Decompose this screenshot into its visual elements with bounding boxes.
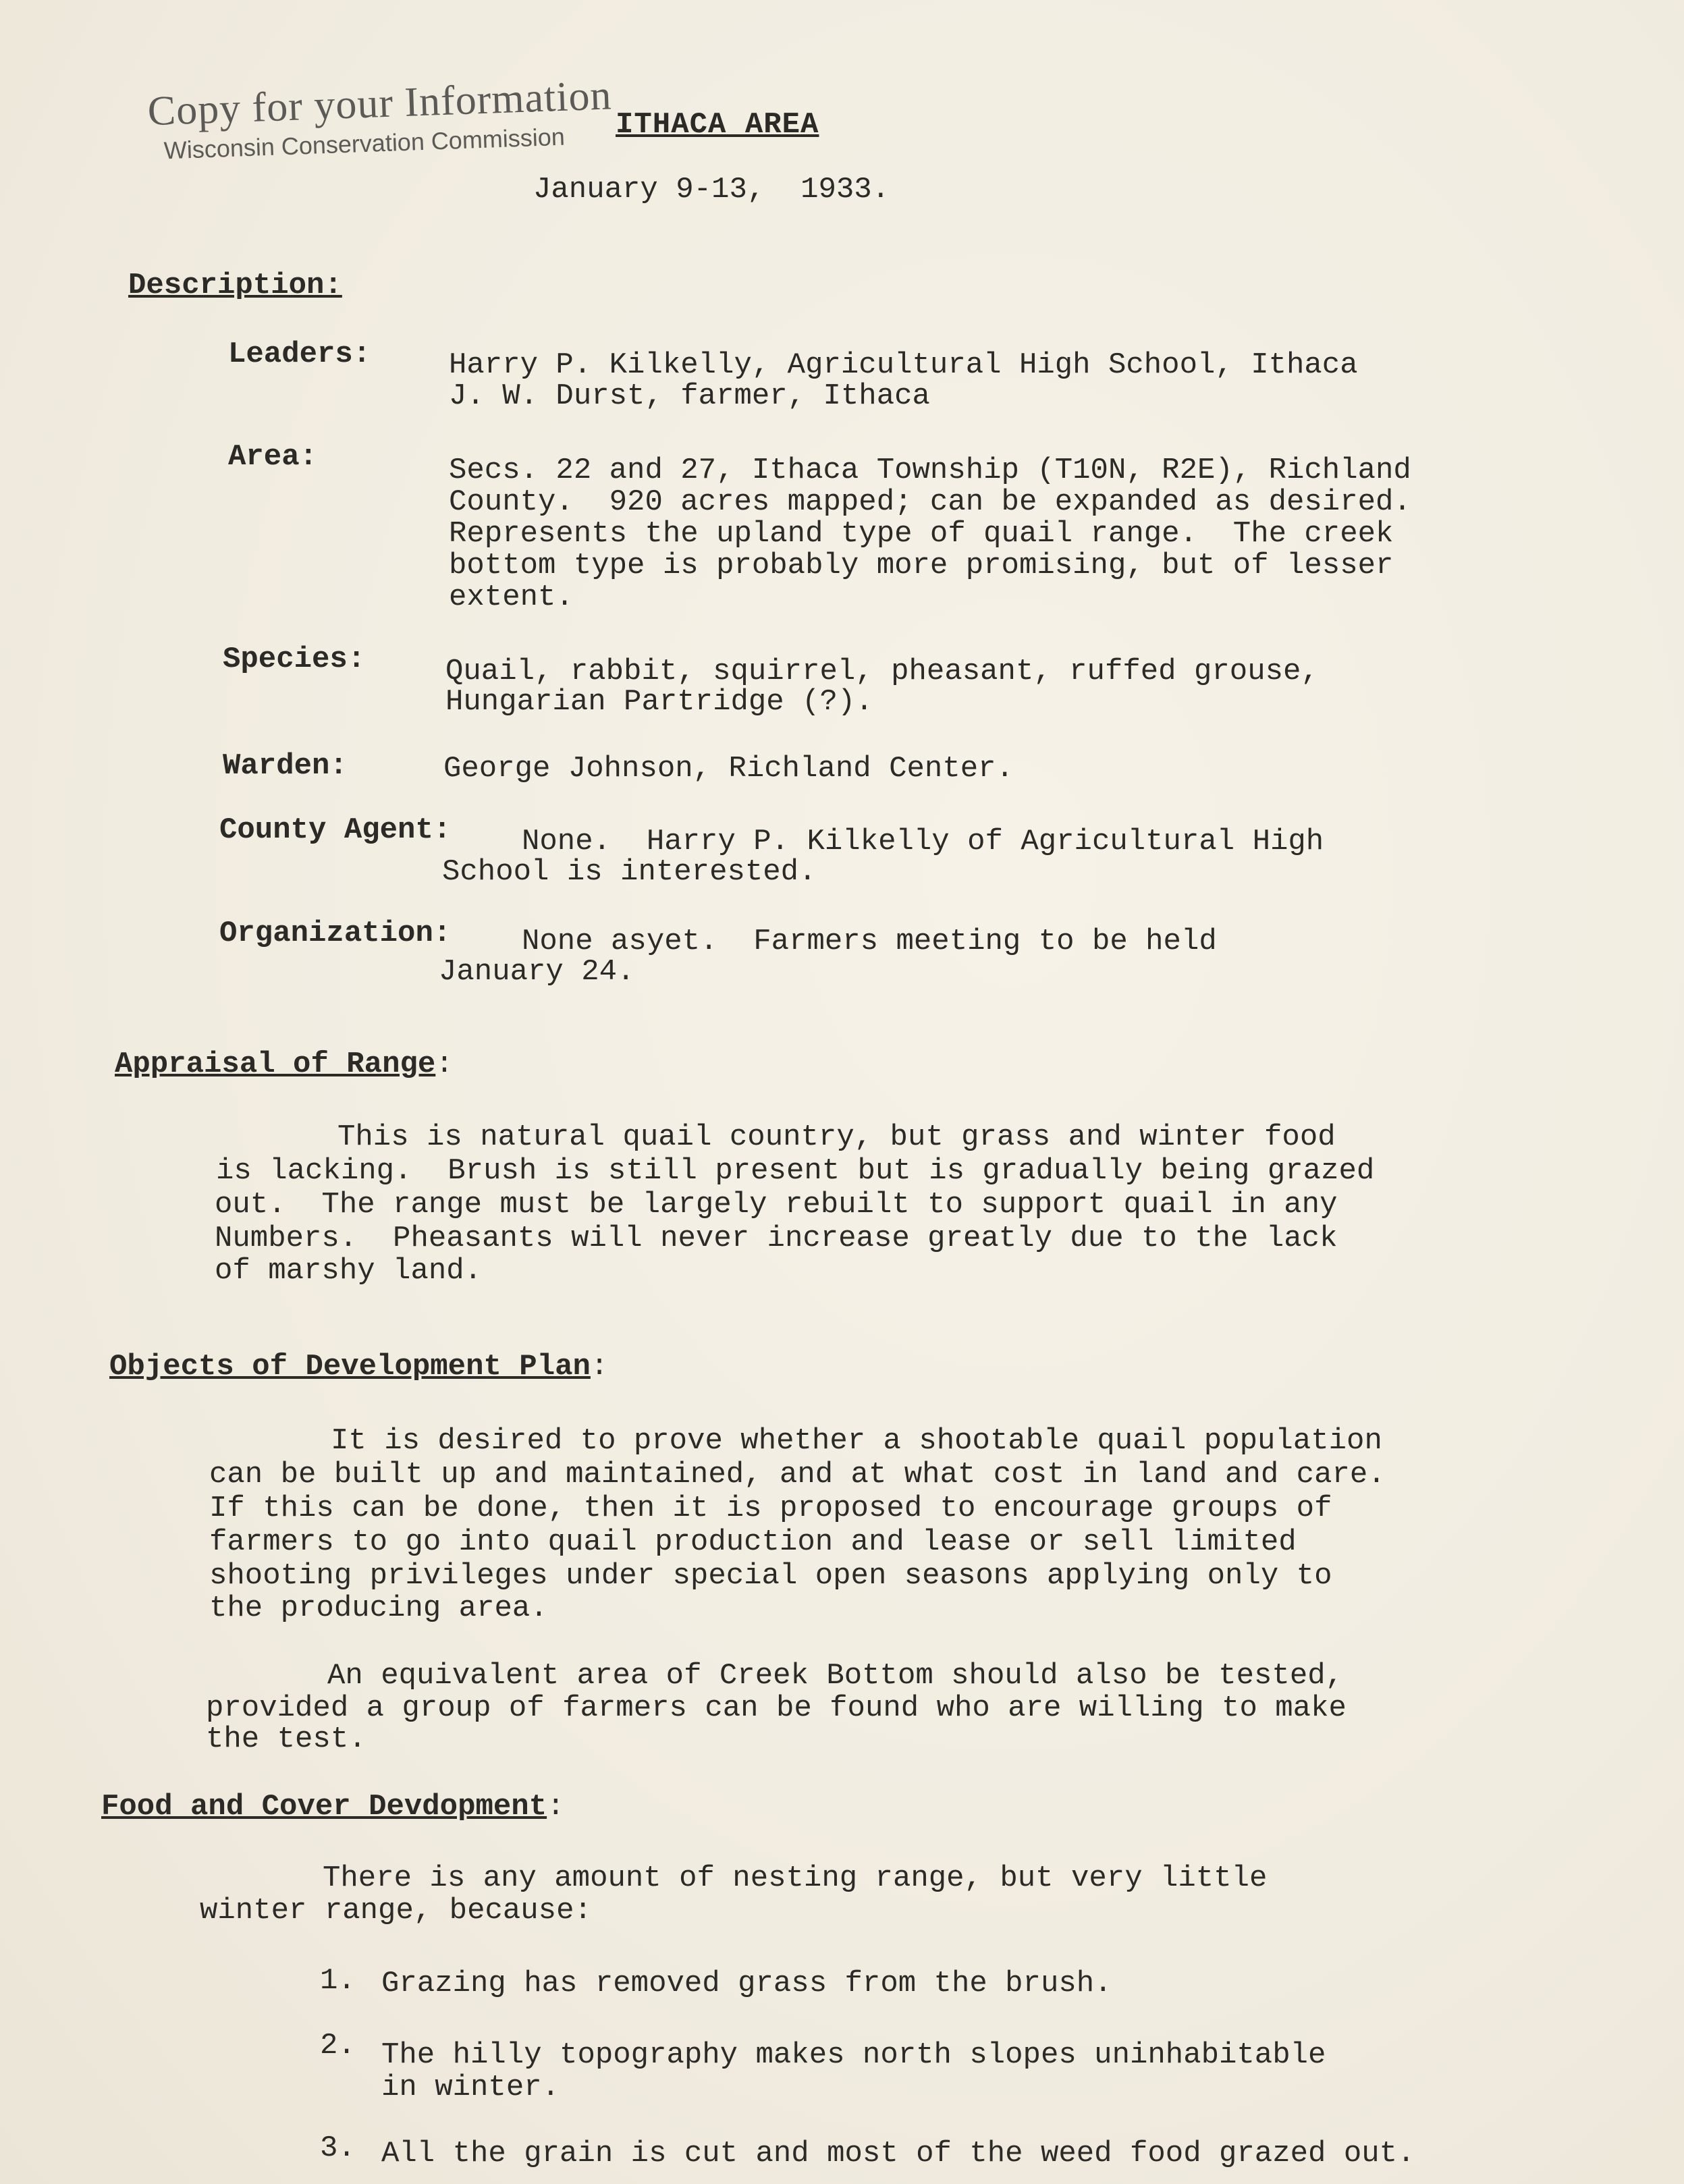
objects-p1-line-5: shooting privileges under special open seasons applying only to [209, 1559, 1332, 1593]
area-line-5: extent. [449, 580, 574, 614]
county-agent-label: County Agent: [219, 813, 452, 847]
food-item-1-line-1: Grazing has removed grass from the brush. [381, 1967, 1112, 2000]
food-cover-heading-block [101, 1790, 565, 1824]
document-date: January 9-13, 1933. [533, 173, 890, 207]
food-item-2-number: 2. [320, 2029, 356, 2063]
objects-p1-line-4: farmers to go into quail production and lease or sell limited [209, 1525, 1297, 1559]
species-line-2: Hungarian Partridge (?). [445, 685, 873, 719]
appraisal-line-3: out. The range must be largely rebuilt to support quail in any [215, 1188, 1338, 1222]
organization-line-1: None asyet. Farmers meeting to be held [522, 925, 1217, 958]
county-agent-line-1: None. Harry P. Kilkelly of Agricultural High [522, 825, 1324, 858]
food-item-3-line-1: All the grain is cut and most of the weed food grazed out. [381, 2137, 1415, 2171]
appraisal-heading-block [115, 1047, 454, 1081]
area-line-2: County. 920 acres mapped; can be expanded as desired. [449, 485, 1411, 519]
description-heading: Description: [128, 269, 342, 302]
food-item-2-line-2: in winter. [381, 2071, 560, 2104]
appraisal-line-2: is lacking. Brush is still present but is gradually being grazed [216, 1154, 1375, 1188]
document-title: ITHACA AREA [616, 108, 819, 142]
food-cover-intro-line-1: There is any amount of nesting range, but very little [323, 1861, 1268, 1895]
leaders-line-2: J. W. Durst, farmer, Ithaca [449, 379, 930, 413]
food-item-2-line-1: The hilly topography makes north slopes uninhabitable [381, 2038, 1326, 2072]
appraisal-heading: Appraisal of Range [115, 1047, 436, 1081]
copy-stamp [147, 72, 623, 189]
food-cover-heading-colon: : [547, 1790, 565, 1824]
objects-p1-line-6: the producing area. [209, 1591, 548, 1625]
organization-line-2: January 24. [439, 955, 635, 989]
objects-p2-line-2: provided a group of farmers can be found who are willing to make [206, 1691, 1347, 1725]
objects-heading-block [109, 1350, 608, 1384]
warden-value: George Johnson, Richland Center. [443, 752, 1014, 786]
objects-p1-line-2: can be built up and maintained, and at what cost in land and care. [209, 1458, 1386, 1492]
appraisal-line-5: of marshy land. [215, 1254, 483, 1288]
area-line-1: Secs. 22 and 27, Ithaca Township (T10N, R2E), Richland [449, 454, 1411, 487]
objects-p2-line-3: the test. [206, 1722, 366, 1756]
warden-label: Warden: [223, 749, 348, 783]
food-item-3-number: 3. [320, 2131, 356, 2165]
objects-heading-colon: : [590, 1350, 609, 1384]
leaders-label: Leaders: [228, 337, 371, 371]
objects-p1-line-3: If this can be done, then it is proposed to encourage groups of [209, 1492, 1332, 1525]
objects-p1-line-1: It is desired to prove whether a shootable quail population [331, 1424, 1382, 1458]
objects-heading: Objects of Development Plan [109, 1350, 591, 1384]
organization-label: Organization: [219, 917, 452, 950]
objects-p2-line-1: An equivalent area of Creek Bottom should also be tested, [327, 1659, 1344, 1693]
area-line-3: Represents the upland type of quail range. The creek [449, 517, 1394, 551]
food-item-1-number: 1. [320, 1964, 356, 1998]
appraisal-line-1: This is natural quail country, but grass and winter food [337, 1120, 1336, 1154]
appraisal-heading-colon: : [435, 1047, 454, 1081]
appraisal-line-4: Numbers. Pheasants will never increase greatly due to the lack [215, 1222, 1338, 1255]
stamp-line-2: Wisconsin Conservation Commission [163, 122, 566, 165]
food-cover-heading: Food and Cover Devdopment [101, 1790, 547, 1824]
stamp-line-1: Copy for your Information [146, 72, 613, 135]
area-label: Area: [228, 440, 318, 474]
food-cover-intro-line-2: winter range, because: [200, 1894, 592, 1928]
species-label: Species: [223, 643, 366, 676]
area-line-4: bottom type is probably more promising, but of lesser [449, 549, 1394, 582]
species-line-1: Quail, rabbit, squirrel, pheasant, ruffed grouse, [445, 655, 1319, 688]
leaders-line-1: Harry P. Kilkelly, Agricultural High School, Ithaca [449, 348, 1358, 382]
county-agent-line-2: School is interested. [442, 855, 817, 889]
